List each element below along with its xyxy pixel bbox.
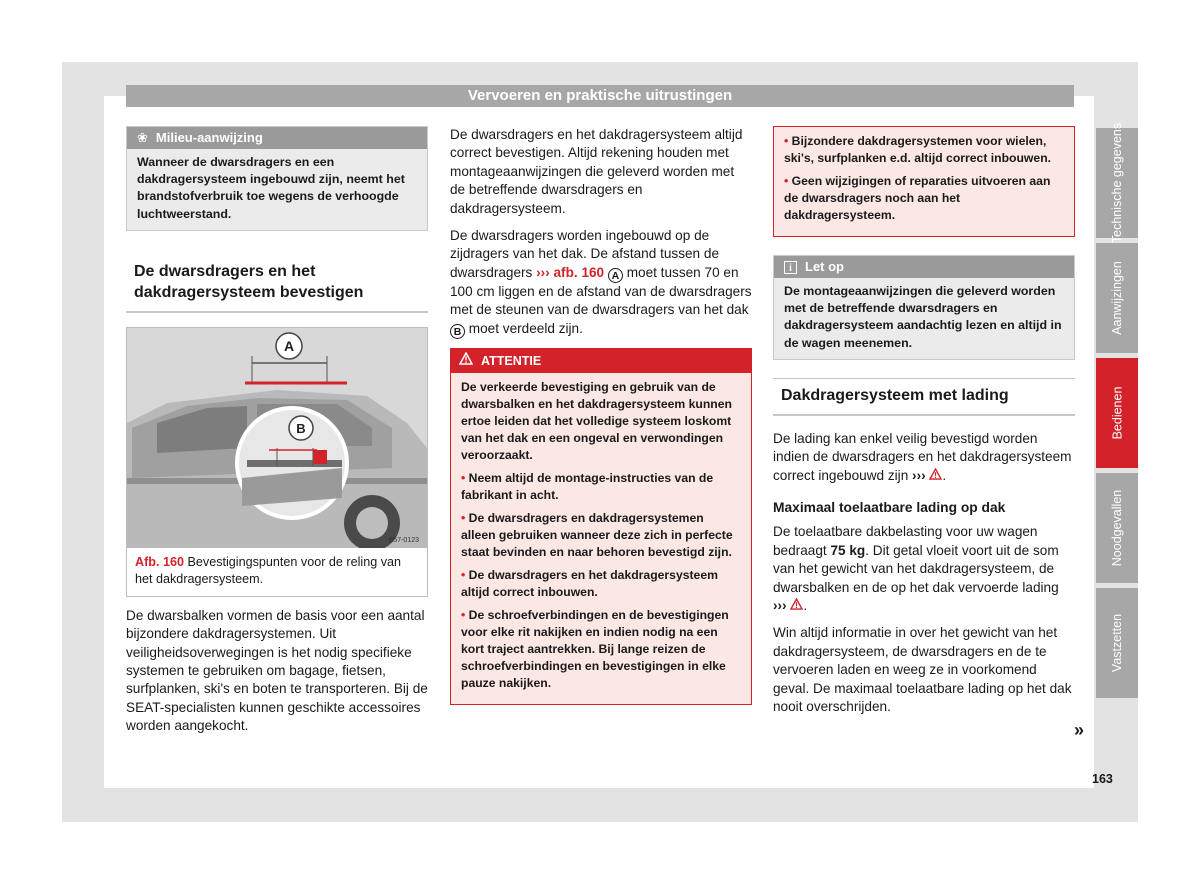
note-text: De montageaanwijzingen die geleverd worden met de betreffende dwarsdragers en dakdragersysteem aandachtig lezen en altijd in de wagen meenemen.	[784, 284, 1062, 350]
warning-box	[450, 348, 752, 705]
warning-item: • De schroefverbindingen en de bevestigingen voor elke rit nakijken en indien nodig na een kort traject aantrekken. Bij lange reizen de schroefverbindingen en bevestigingen in elke pauze nakijken.	[461, 607, 729, 690]
circle-label-b: B	[450, 324, 465, 339]
warning-intro: De verkeerde bevestiging en gebruik van de dwarsbalken en het dakdragersysteem kunnen ertoe leiden dat het volledige systeem loskomt van het dak en een ongeval en verwondingen veroorzaakt.	[461, 379, 732, 462]
tab-noodgevallen[interactable]: Noodgevallen	[1096, 473, 1138, 583]
tab-aanwijzingen[interactable]: Aanwijzingen	[1096, 243, 1138, 353]
figure-reference-link[interactable]: ››› afb. 160	[536, 264, 605, 280]
column-left	[126, 126, 428, 745]
warning-item: • Neem altijd de montage-instructies van de fabrikant in acht.	[461, 470, 714, 502]
figure-code: B57-0123	[388, 536, 419, 544]
reference-arrow[interactable]: ›››	[773, 598, 787, 614]
paragraph-crossbars: De dwarsbalken vormen de basis voor een aantal bijzondere dakdragersystemen. Uit veiligheidsoverwegingen is het nodig specifieke systemen te gebruiken om bagage, fietsen, surfplanken, ski's en boten te transporteren. Bij de SEAT-specialisten kunnen geschikte accessoires worden aangekocht.	[126, 607, 428, 734]
warning-box-continued	[773, 126, 1075, 237]
circle-label-a: A	[608, 268, 623, 283]
side-tabs	[1096, 122, 1138, 703]
chapter-header: Vervoeren en praktische uitrustingen	[126, 85, 1074, 107]
section-title-load: Dakdragersysteem met lading	[773, 378, 1075, 416]
info-icon: i	[784, 261, 797, 274]
warning-title: ATTENTIE	[481, 353, 542, 368]
warning-item: • Bijzondere dakdragersystemen voor wielen, ski's, surfplanken e.d. altijd correct inbouwen.	[784, 134, 1052, 165]
max-load-value: 75 kg	[830, 542, 866, 558]
paragraph-roof-load: De toelaatbare dakbelasting voor uw wagen bedraagt 75 kg. Dit getal vloeit voort uit de som van het gewicht van het dakdragersysteem, de dwarsbalken en de op het dak vervoerde lading ››› .	[773, 524, 1059, 614]
paragraph-mount-correct: De dwarsdragers en het dakdragersysteem altijd correct bevestigen. Altijd rekening houden met montageaanwijzingen die geleverd worden met de betreffende dwarsdragers en dakdragersysteem.	[450, 127, 743, 216]
warning-item: • Geen wijzigingen of reparaties uitvoeren aan de dwarsdragers noch aan het dakdragersysteem.	[784, 174, 1051, 222]
tab-vastzetten[interactable]: Vastzetten	[1096, 588, 1138, 698]
warning-item: • De dwarsdragers en dakdragersystemen alleen gebruiken wanneer deze zich in perfecte staat bevinden en naar behoren bevestigd zijn.	[461, 510, 733, 559]
note-title: Let op	[805, 259, 844, 274]
warning-triangle-icon	[459, 349, 473, 373]
warning-triangle-icon	[790, 598, 803, 613]
tab-technische-gegevens[interactable]: Technische gegevens	[1096, 128, 1138, 238]
continue-mark: »	[1074, 720, 1085, 740]
figure-label-b: B	[296, 420, 306, 436]
subheading-max-load: Maximaal toelaatbare lading op dak	[773, 500, 1006, 516]
figure-label-a: A	[283, 337, 295, 354]
column-right	[773, 126, 1075, 726]
tab-bedienen[interactable]: Bedienen	[1096, 358, 1138, 468]
reference-arrow[interactable]: ›››	[912, 467, 926, 483]
figure-caption-label: Afb. 160	[135, 554, 184, 569]
car-roof-illustration	[127, 328, 427, 548]
note-text: Wanneer de dwarsdragers en een dakdragersysteem ingebouwd zijn, neemt het brandstofverbruik toe wegens de verhoogde luchtweerstand.	[137, 155, 405, 221]
figure-caption	[127, 548, 427, 596]
figure-caption-text: Bevestigingspunten voor de reling van het dakdragersysteem.	[135, 554, 402, 586]
page-number: 163	[1092, 772, 1113, 786]
warning-triangle-icon	[929, 468, 942, 483]
info-note	[773, 255, 1075, 360]
section-title-mount: De dwarsdragers en het dakdragersysteem bevestigen	[126, 255, 428, 313]
column-middle	[450, 126, 752, 723]
warning-item: • De dwarsdragers en het dakdragersysteem altijd correct inbouwen.	[461, 567, 718, 599]
paragraph-load-safe: De lading kan enkel veilig bevestigd worden indien de dwarsdragers en het dakdragersysteem correct ingebouwd zijn ››› .	[773, 430, 1072, 483]
paragraph-distance: De dwarsdragers worden ingebouwd op de zijdragers van het dak. De afstand tussen de dwarsdragers ››› afb. 160 A moet tussen 70 en 100 cm liggen en de afstand van de dwarsdragers met de steunen van de dwarsdragers van het dak B moet verdeeld zijn.	[450, 228, 752, 338]
note-title: Milieu-aanwijzing	[155, 130, 263, 145]
figure-160	[126, 327, 428, 597]
flower-icon: ❀	[137, 130, 148, 145]
paragraph-weigh: Win altijd informatie in over het gewicht van het dakdragersysteem, de dwarsdragers en de te vervoeren laden en weeg ze in voorkomend geval. De maximaal toelaatbare lading op het dak nooit overschrijden.	[773, 625, 1072, 715]
environment-note	[126, 126, 428, 231]
